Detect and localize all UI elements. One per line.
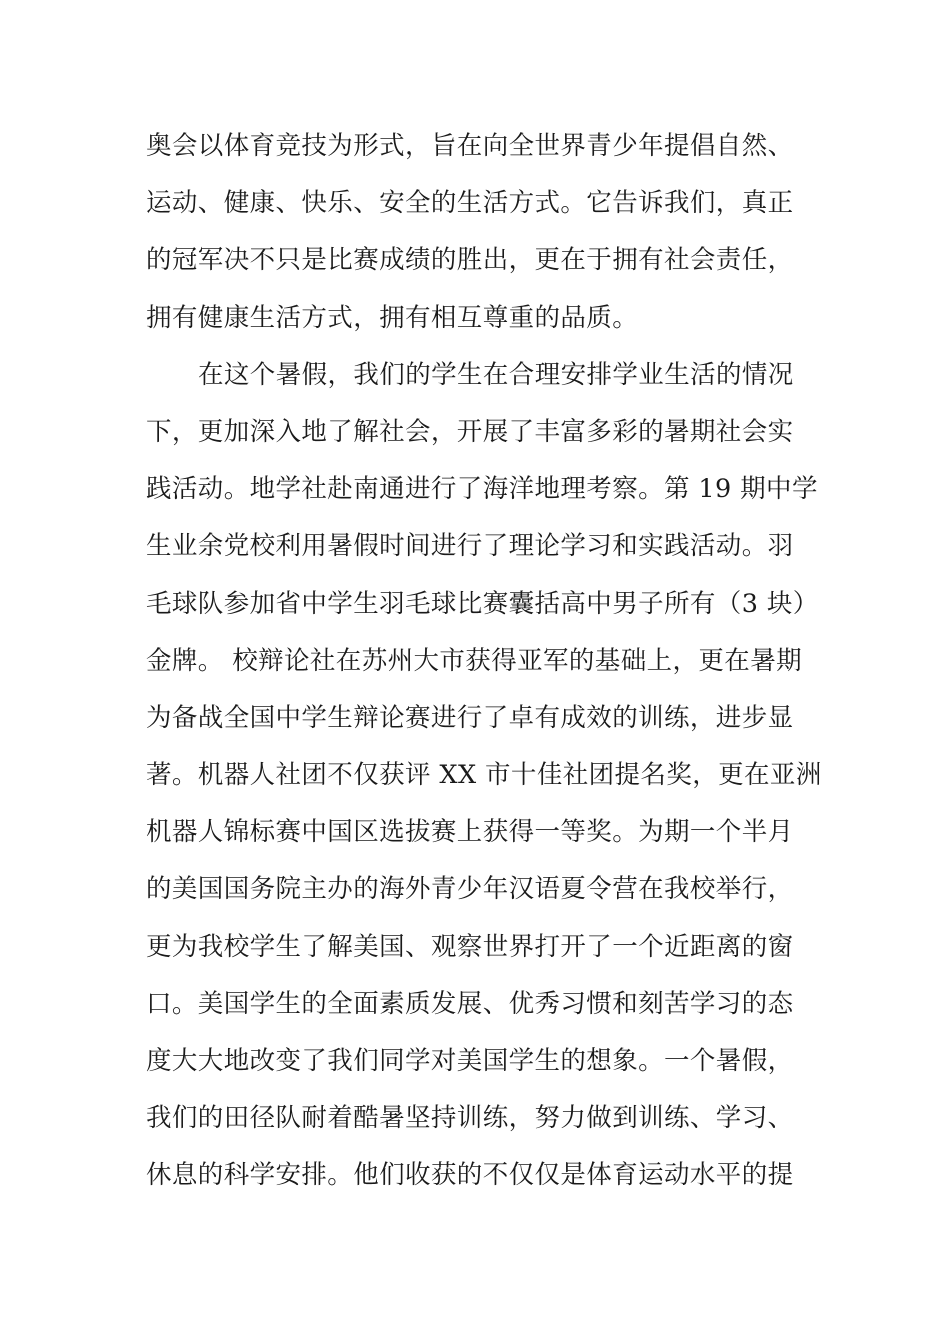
text-line: 运动、健康、快乐、安全的生活方式。它告诉我们，真正 bbox=[146, 188, 794, 219]
text-line: 著。机器人社团不仅获评 XX 市十佳社团提名奖，更在亚洲 bbox=[146, 760, 822, 791]
text-line: 度大大地改变了我们同学对美国学生的想象。一个暑假， bbox=[146, 1046, 794, 1076]
text-line: 下，更加深入地了解社会，开展了丰富多彩的暑期社会实 bbox=[146, 416, 794, 447]
text-line: 毛球队参加省中学生羽毛球比赛囊括高中男子所有（3 块） bbox=[146, 588, 819, 619]
text-line: 口。美国学生的全面素质发展、优秀习惯和刻苦学习的态 bbox=[146, 988, 794, 1019]
text-line: 金牌。 校辩论社在苏州大市获得亚军的基础上，更在暑期 bbox=[146, 645, 803, 676]
text-line: 践活动。地学社赴南通进行了海洋地理考察。第 19 期中学 bbox=[146, 474, 818, 505]
paragraph-start-line: 在这个暑假，我们的学生在合理安排学业生活的情况 bbox=[198, 359, 794, 390]
body-text bbox=[146, 118, 822, 1205]
text-line: 我们的田径队耐着酷暑坚持训练，努力做到训练、学习、 bbox=[146, 1103, 794, 1134]
text-line: 的美国国务院主办的海外青少年汉语夏令营在我校举行， bbox=[146, 874, 794, 905]
text-line: 机器人锦标赛中国区选拔赛上获得一等奖。为期一个半月 bbox=[146, 817, 794, 848]
text-line: 更为我校学生了解美国、观察世界打开了一个近距离的窗 bbox=[146, 931, 794, 962]
text-line: 为备战全国中学生辩论赛进行了卓有成效的训练，进步显 bbox=[146, 702, 794, 733]
text-line: 拥有健康生活方式，拥有相互尊重的品质。 bbox=[146, 302, 639, 333]
text-line: 奥会以体育竞技为形式，旨在向全世界青少年提倡自然、 bbox=[146, 131, 794, 161]
text-line: 生业余党校利用暑假时间进行了理论学习和实践活动。羽 bbox=[146, 531, 794, 562]
text-line: 休息的科学安排。他们收获的不仅仅是体育运动水平的提 bbox=[146, 1160, 794, 1191]
text-line: 的冠军决不只是比赛成绩的胜出，更在于拥有社会责任， bbox=[146, 245, 794, 276]
